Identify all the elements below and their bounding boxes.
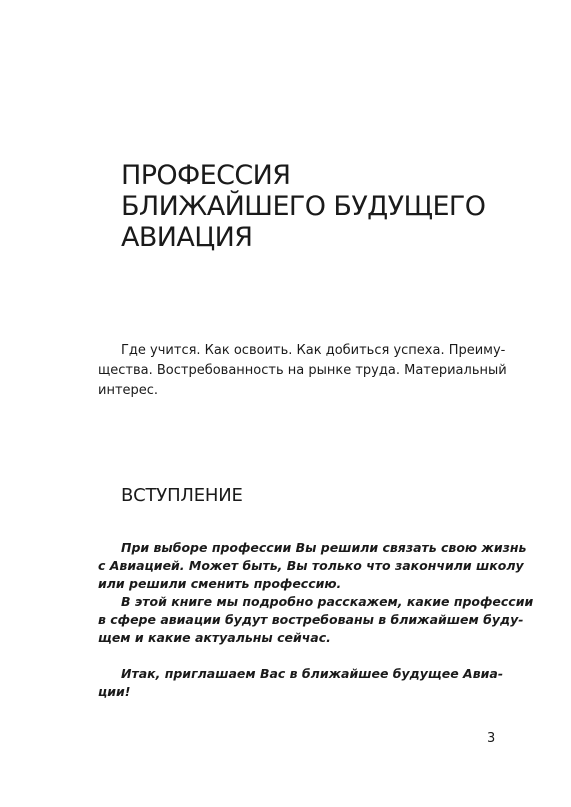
title-line-1: ПРОФЕССИЯ — [121, 160, 291, 191]
paragraph-3-line-1: Итак, приглашаем Вас в ближайшее будущее Авиа- — [121, 666, 504, 681]
chapter-title — [121, 160, 521, 253]
paragraph-3-line-2: ции! — [98, 684, 131, 699]
intro-section-body — [98, 539, 534, 701]
title-line-2: БЛИЖАЙШЕГО БУДУЩЕГО — [121, 191, 486, 222]
intro-paragraph — [98, 341, 507, 401]
paragraph-1-line-2: с Авиацией. Может быть, Вы только что закончили школу — [98, 558, 524, 573]
paragraph-2-line-3: щем и какие актуальны сейчас. — [98, 630, 331, 645]
paragraph-1-line-3: или решили сменить профессию. — [98, 576, 342, 591]
paragraph-2-line-1: В этой книге мы подробно расскажем, какие профессии — [121, 594, 534, 609]
intro-line-3: интерес. — [98, 383, 159, 398]
title-line-3: АВИАЦИЯ — [121, 222, 253, 253]
page-number: 3 — [487, 731, 496, 746]
paragraph-2-line-2: в сфере авиации будут востребованы в ближайшем буду- — [98, 612, 524, 627]
paragraph-1-line-1: При выборе профессии Вы решили связать свою жизнь — [121, 540, 527, 555]
intro-line-2: щества. Востребованность на рынке труда. Материальный — [98, 363, 507, 378]
section-heading: ВСТУПЛЕНИЕ — [121, 485, 243, 506]
intro-line-1: Где учится. Как освоить. Как добиться успеха. Преиму- — [121, 343, 506, 358]
